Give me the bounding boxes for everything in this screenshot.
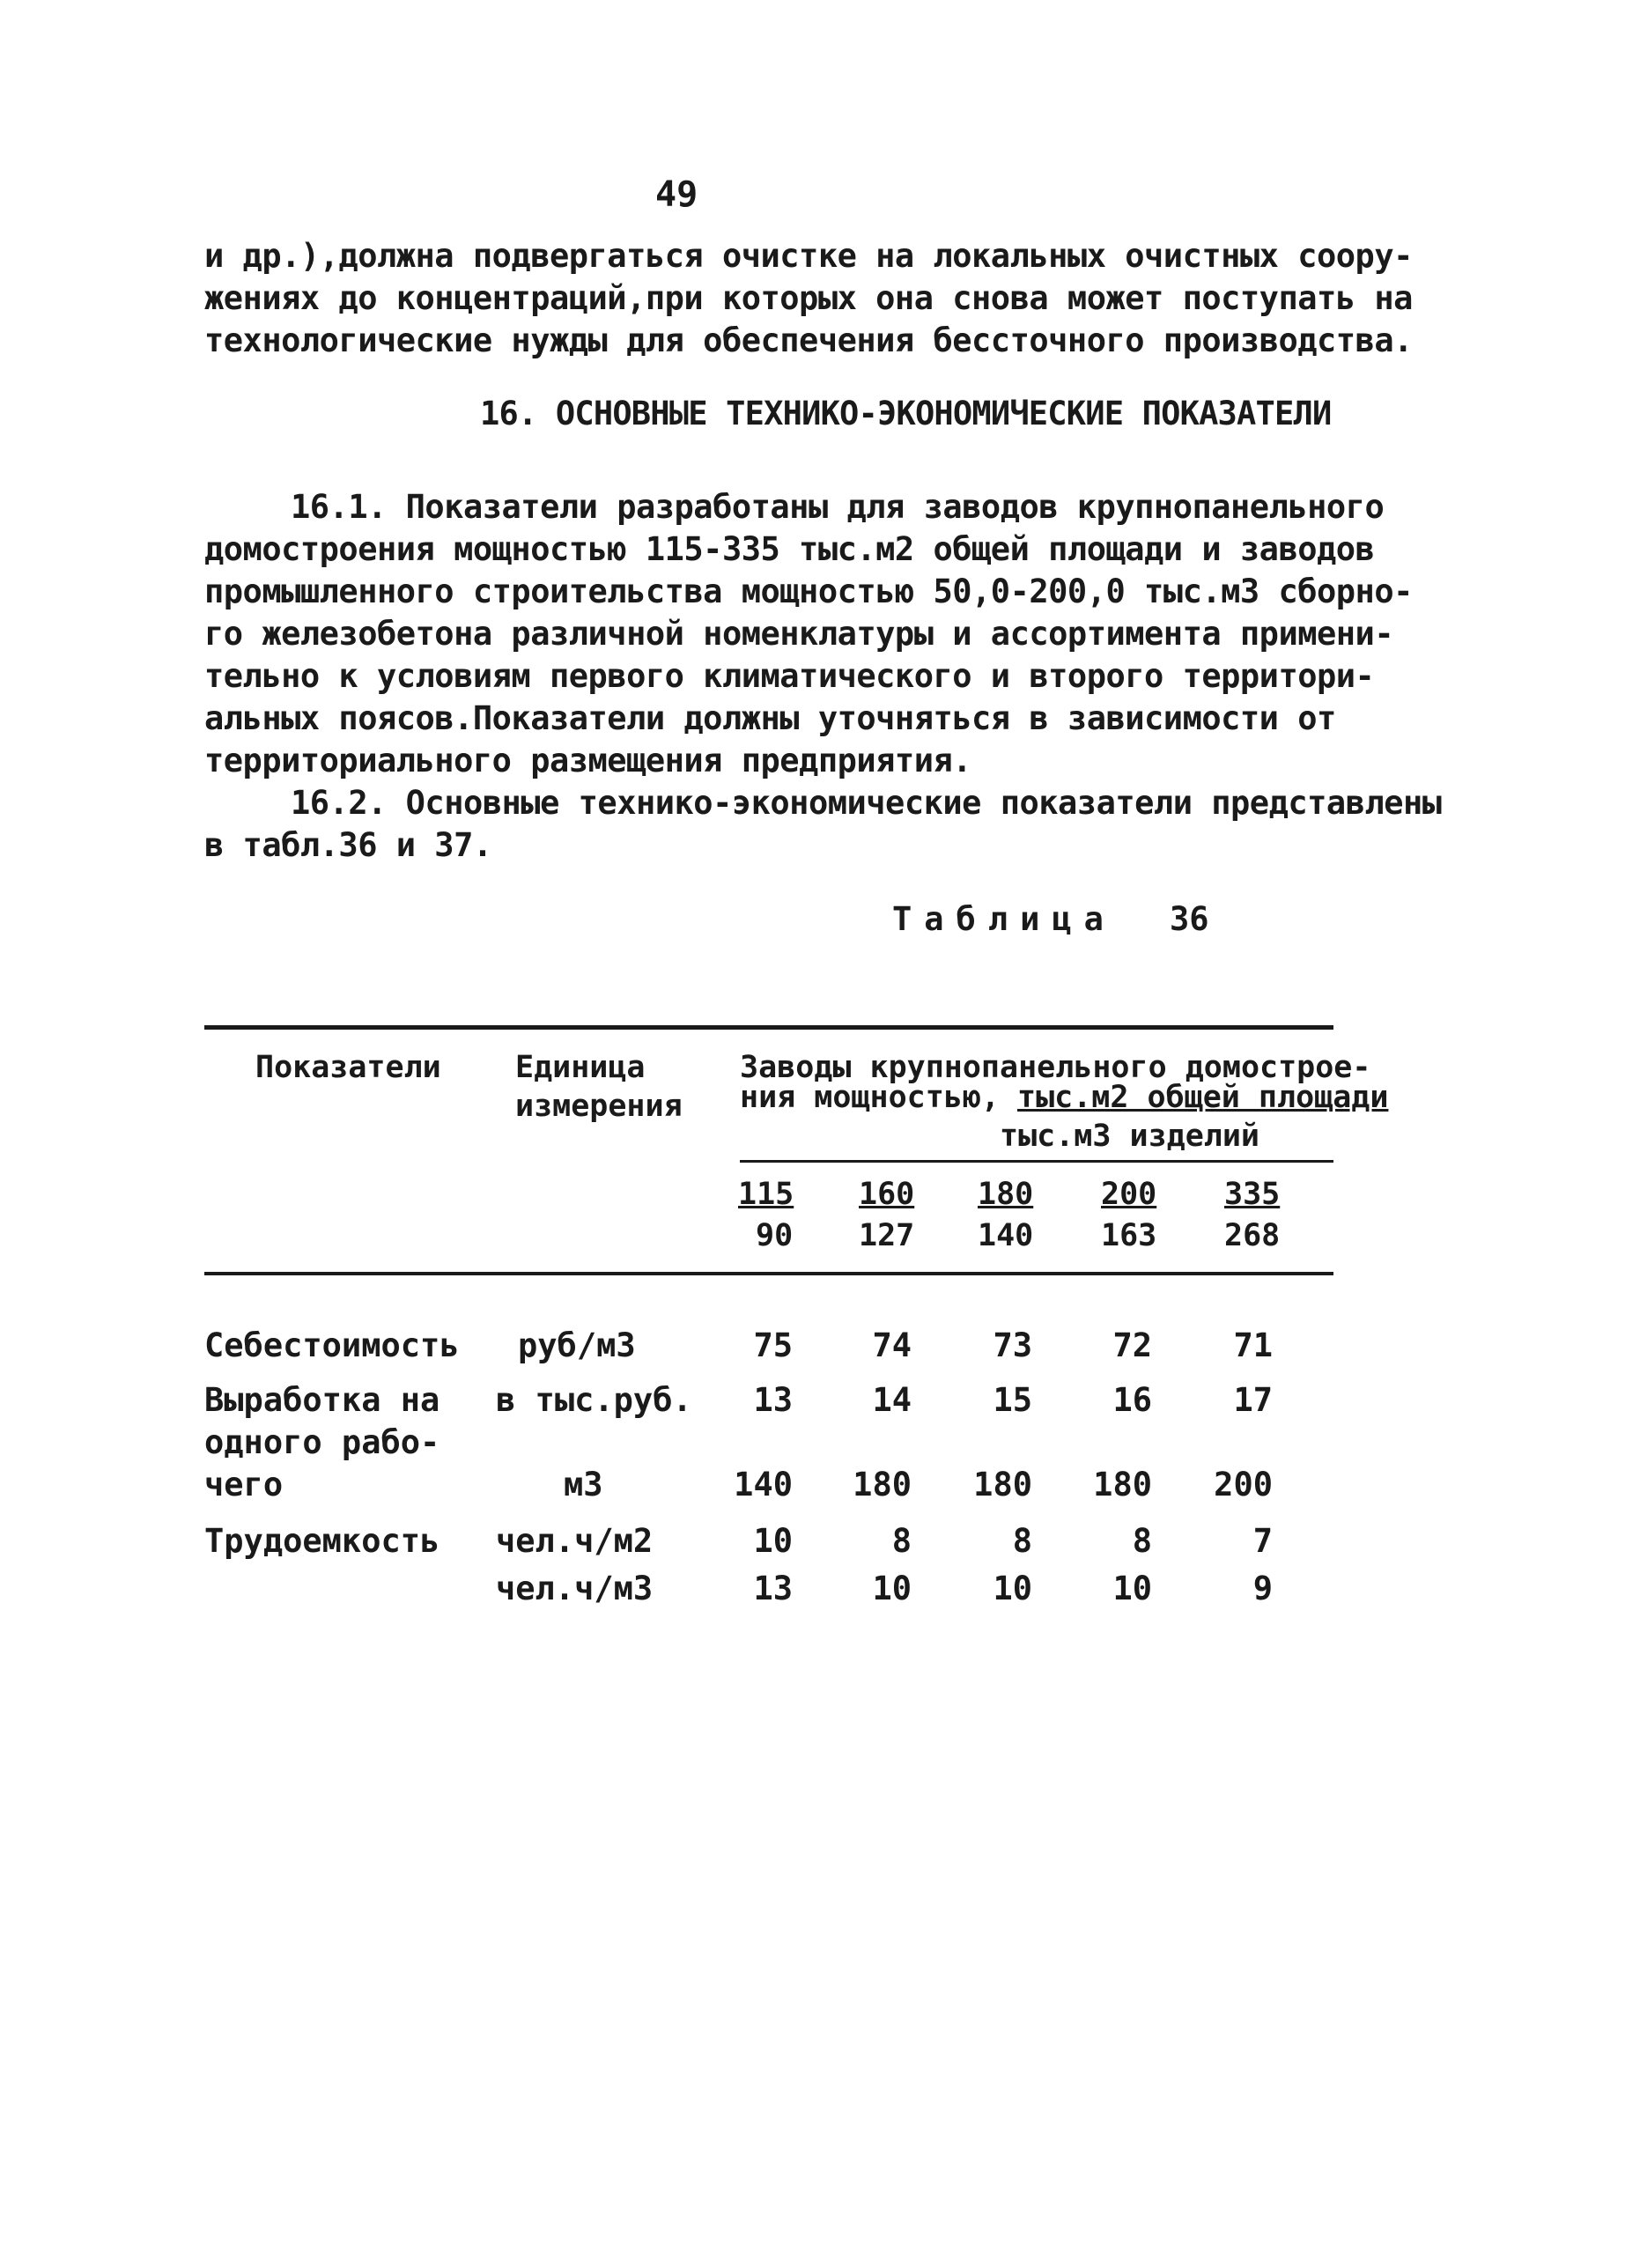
- capacity-volume: 140: [978, 1218, 1034, 1253]
- capacity-volume: 163: [1101, 1218, 1157, 1253]
- header-group-line3: тыс.м3 изделий: [1000, 1119, 1260, 1154]
- table-cell: 10: [1112, 1570, 1152, 1607]
- paragraph-line: 16.2. Основные технико-экономические показатели представлены: [291, 784, 1442, 822]
- paragraph-line: го железобетона различной номенклатуры и ассортимента примени-: [204, 615, 1394, 653]
- row-label: Себестоимость: [204, 1326, 460, 1364]
- table-cell: 180: [853, 1466, 912, 1503]
- table-cell: 71: [1233, 1326, 1273, 1364]
- table-cell: 17: [1233, 1381, 1273, 1419]
- paragraph-line: в табл.36 и 37.: [204, 826, 492, 864]
- table-cell: 140: [734, 1466, 793, 1503]
- page-number: 49: [655, 174, 698, 215]
- row-label: одного рабо-: [204, 1423, 440, 1461]
- table-cell: 16: [1112, 1381, 1152, 1419]
- table-cell: 13: [753, 1570, 793, 1607]
- table-top-rule: [204, 1025, 1333, 1030]
- header-unit-line2: измерения: [515, 1089, 683, 1124]
- table-cell: 10: [872, 1570, 912, 1607]
- row-label: чего: [204, 1466, 284, 1503]
- table-cell: 15: [993, 1381, 1032, 1419]
- capacity-area: 335: [1224, 1177, 1281, 1212]
- paragraph-line: и др.),должна подвергаться очистке на локальных очистных соору-: [204, 237, 1413, 275]
- header-indicator: Показатели: [255, 1050, 441, 1085]
- table-cell: 7: [1252, 1522, 1273, 1560]
- paragraph-line: территориального размещения предприятия.: [204, 742, 972, 779]
- table-cell: 9: [1252, 1570, 1273, 1607]
- paragraph-line: технологические нужды для обеспечения бессточного производства.: [204, 321, 1413, 359]
- table-subheader-rule: [740, 1160, 1333, 1163]
- row-unit: чел.ч/м2: [496, 1522, 654, 1560]
- table-cell: 14: [872, 1381, 912, 1419]
- table-cell: 200: [1214, 1466, 1273, 1503]
- table-cell: 8: [891, 1522, 912, 1560]
- capacity-area: 115: [738, 1177, 794, 1212]
- table-cell: 73: [993, 1326, 1032, 1364]
- header-group-line2a: ния мощностью,: [740, 1080, 1001, 1115]
- row-unit: чел.ч/м3: [496, 1570, 654, 1607]
- row-unit: в тыс.руб.: [496, 1381, 692, 1419]
- capacity-area: 180: [978, 1177, 1034, 1212]
- capacity-volume: 90: [756, 1218, 794, 1253]
- row-unit: руб/м3: [518, 1326, 636, 1364]
- section-heading: 16. ОСНОВНЫЕ ТЕХНИКО-ЭКОНОМИЧЕСКИЕ ПОКАЗАТЕЛИ: [480, 395, 1332, 432]
- table-cell: 13: [753, 1381, 793, 1419]
- capacity-volume: 127: [859, 1218, 915, 1253]
- row-label: Трудоемкость: [204, 1522, 440, 1560]
- paragraph-line: промышленного строительства мощностью 50,0-200,0 тыс.м3 сборно-: [204, 573, 1413, 610]
- paragraph-line: 16.1. Показатели разработаны для заводов крупнопанельного: [291, 488, 1385, 526]
- table-cell: 8: [1132, 1522, 1152, 1560]
- table-cell: 72: [1112, 1326, 1152, 1364]
- table-header-bottom-rule: [204, 1272, 1333, 1275]
- paragraph-line: альных поясов.Показатели должны уточняться в зависимости от: [204, 699, 1336, 737]
- paragraph-line: жениях до концентраций,при которых она снова может поступать на: [204, 279, 1413, 317]
- table-caption-number: 36: [1170, 900, 1209, 938]
- row-unit: м3: [564, 1466, 603, 1503]
- table-cell: 180: [973, 1466, 1032, 1503]
- header-unit-line1: Единица: [515, 1050, 646, 1085]
- paragraph-line: домостроения мощностью 115-335 тыс.м2 общей площади и заводов: [204, 530, 1375, 568]
- table-caption-label: Таблица: [892, 900, 1116, 938]
- capacity-volume: 268: [1224, 1218, 1281, 1253]
- paragraph-line: тельно к условиям первого климатического и второго территори-: [204, 657, 1375, 695]
- row-label: Выработка на: [204, 1381, 440, 1419]
- table-cell: 10: [753, 1522, 793, 1560]
- table-cell: 75: [753, 1326, 793, 1364]
- header-group-line2b: тыс.м2 общей площади: [1017, 1080, 1389, 1115]
- table-cell: 180: [1093, 1466, 1152, 1503]
- table-cell: 8: [1012, 1522, 1032, 1560]
- capacity-area: 200: [1101, 1177, 1157, 1212]
- capacity-area: 160: [859, 1177, 915, 1212]
- header-group-line1: Заводы крупнопанельного домострое-: [740, 1050, 1371, 1085]
- table-cell: 74: [872, 1326, 912, 1364]
- table-cell: 10: [993, 1570, 1032, 1607]
